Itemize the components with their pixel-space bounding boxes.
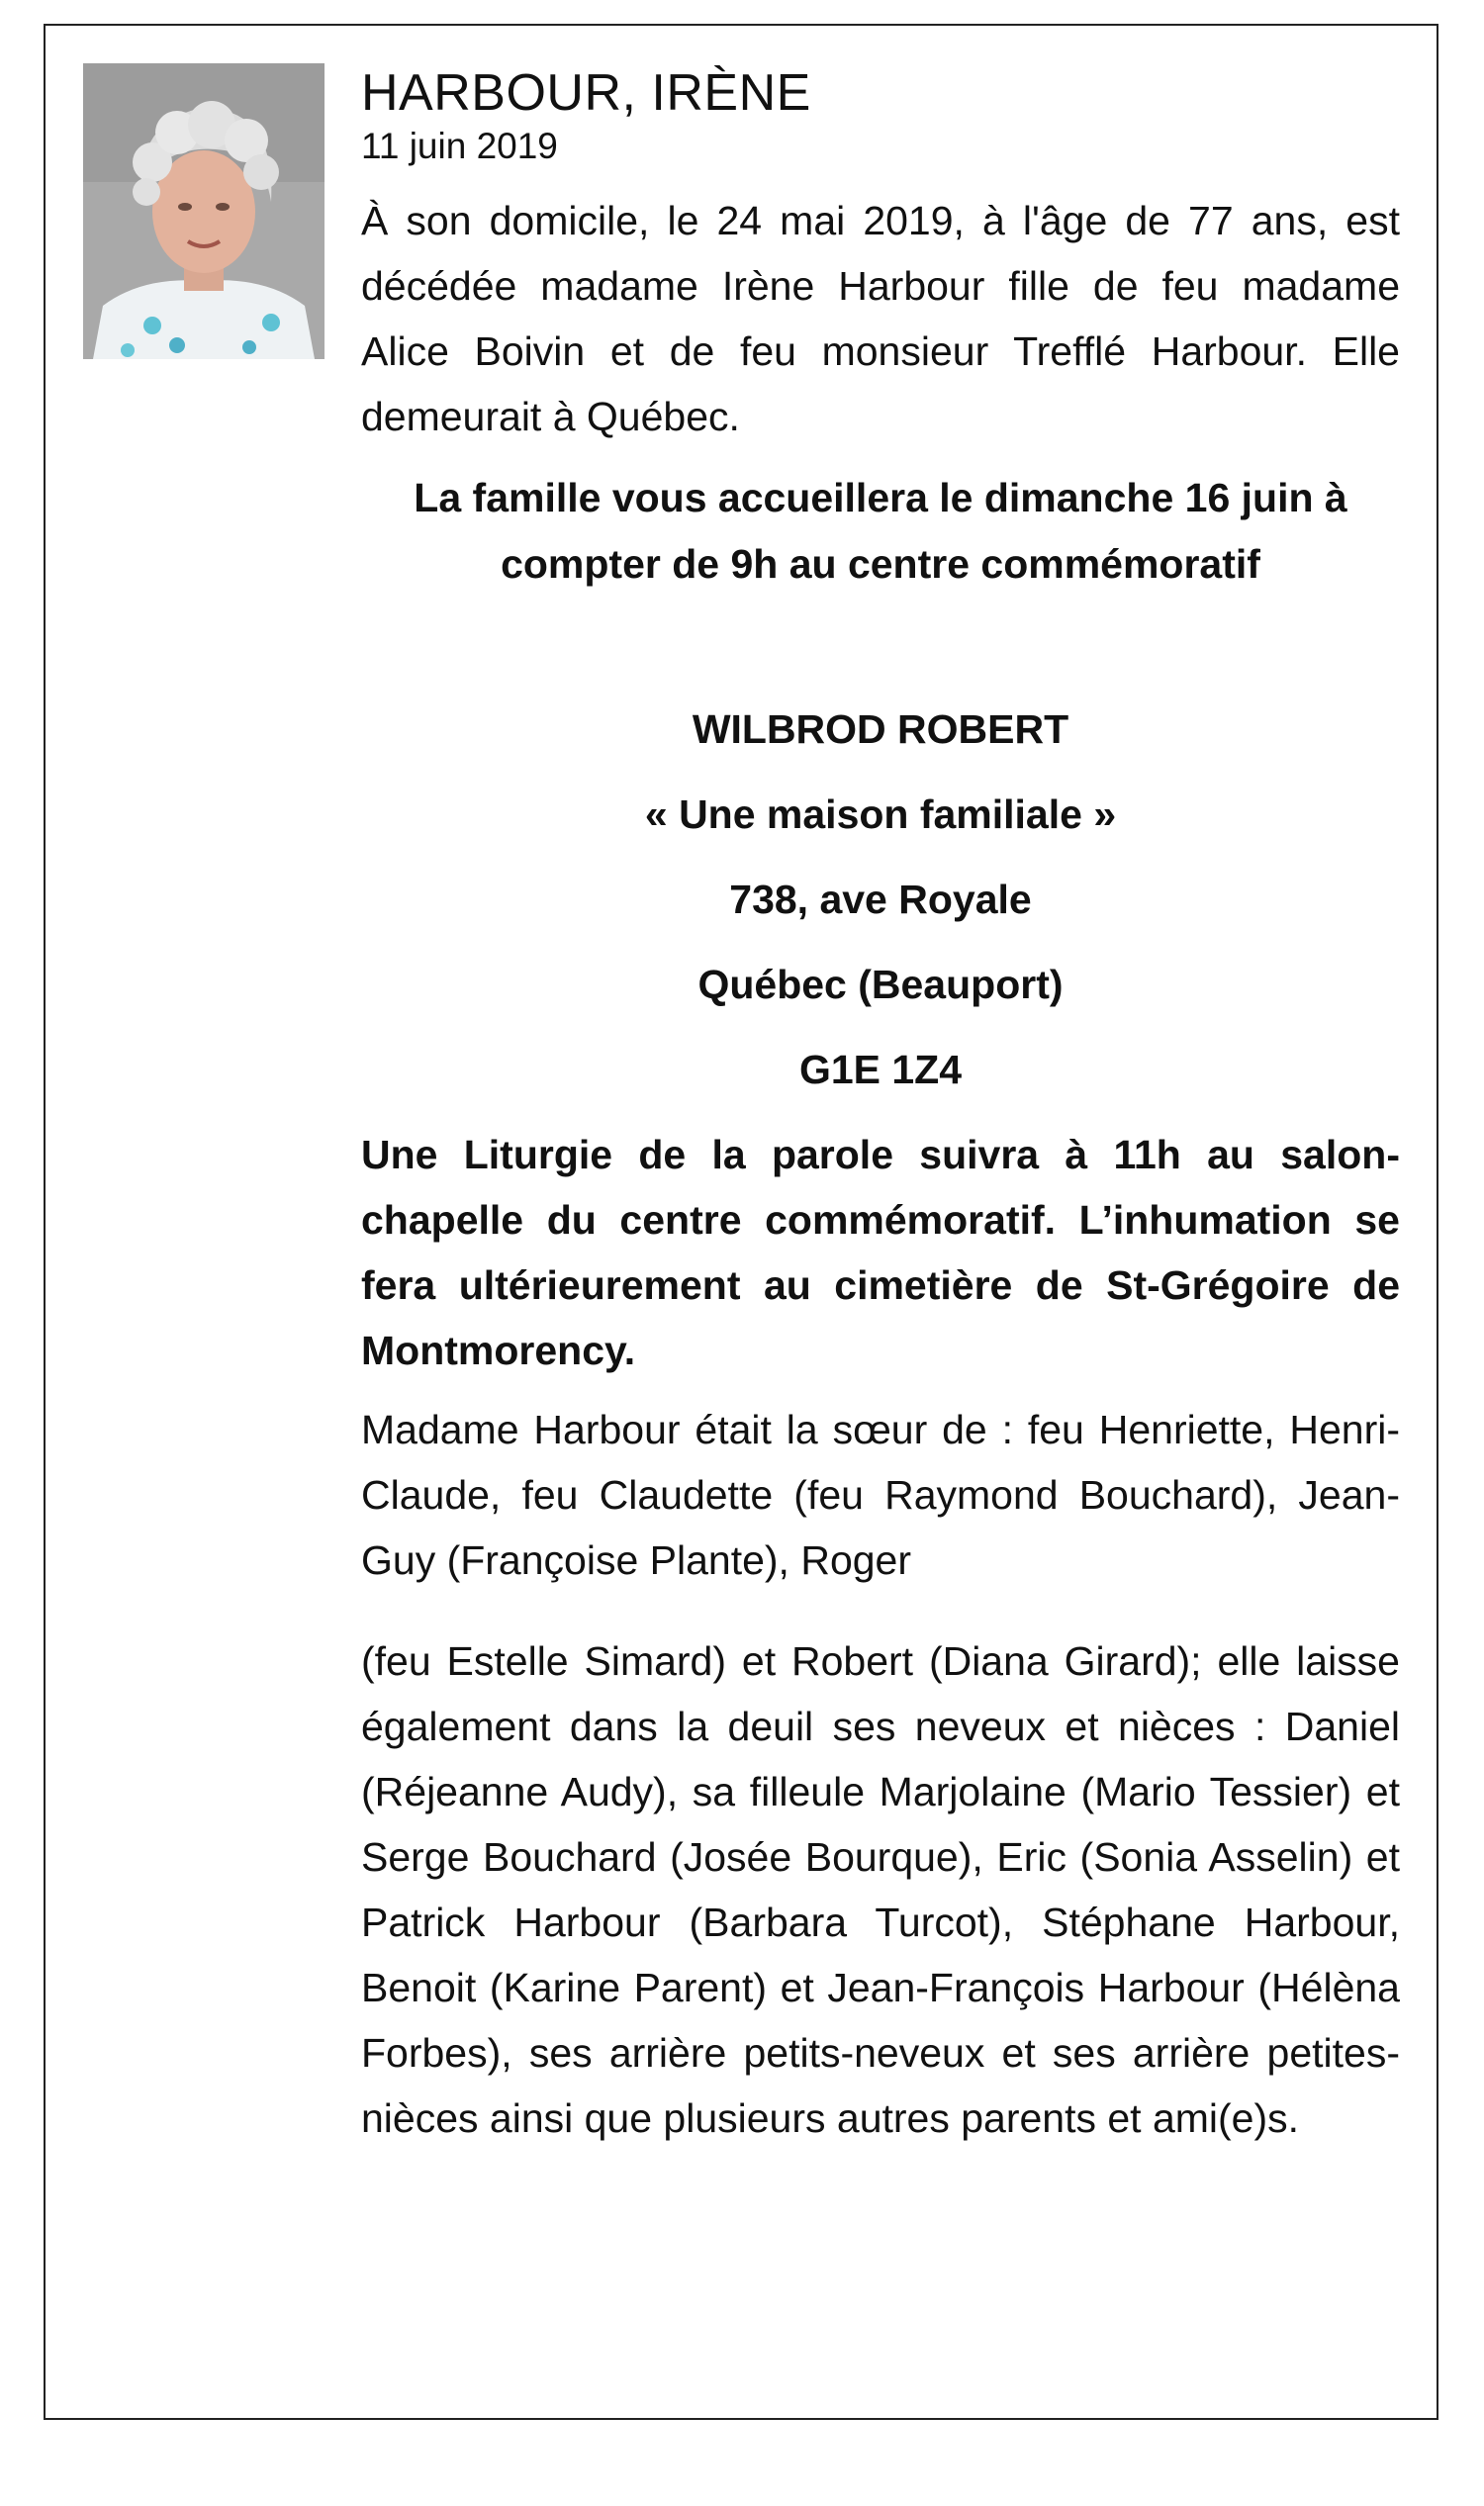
visitation-info: La famille vous accueillera le dimanche 16 juin à compter de 9h au centre commémoratif — [414, 475, 1347, 587]
publication-date: 11 juin 2019 — [361, 126, 558, 166]
family-list-part2: (feu Estelle Simard) et Robert (Diana Girard); elle laisse également dans la deuil ses neveux et nièces : Daniel (Réjeanne Audy), sa filleule Marjolaine (Mario Tessier) et Serge Bouchard (Josée Bourque), Eric (Sonia Asselin) et Patrick Harbour (Barbara Turcot), Stéphane Harbour, Benoit (Karine Parent) et Jean-François Harbour (Hélèna Forbes), ses arrière petits-neveux et ses arrière petites-nièces ainsi que plusieurs autres parents et ami(e)s. — [361, 1638, 1400, 2141]
address-city: Québec (Beauport) — [697, 962, 1064, 1007]
deceased-name: HARBOUR, IRÈNE — [361, 64, 811, 122]
family-list-part1: Madame Harbour était la sœur de : feu Henriette, Henri-Claude, feu Claudette (feu Raymond Bouchard), Jean-Guy (Françoise Plante), Roger — [361, 1407, 1400, 1583]
obituary-content — [361, 63, 1400, 2151]
liturgy-info: Une Liturgie de la parole suivra à 11h au salon-chapelle du centre commémoratif. L’inhumation se fera ultérieurement au cimetière de St-Grégoire de Montmorency. — [361, 1132, 1400, 1373]
portrait-photo — [83, 63, 325, 359]
address-street: 738, ave Royale — [729, 877, 1032, 922]
death-announcement: À son domicile, le 24 mai 2019, à l'âge de 77 ans, est décédée madame Irène Harbour fille de feu madame Alice Boivin et de feu monsieur Trefflé Harbour. Elle demeurait à Québec. — [361, 198, 1400, 439]
portrait-image — [83, 63, 325, 359]
funeral-home-slogan: « Une maison familiale » — [644, 791, 1117, 837]
address-postal-code: G1E 1Z4 — [798, 1047, 963, 1092]
funeral-home-name: WILBROD ROBERT — [692, 706, 1069, 752]
